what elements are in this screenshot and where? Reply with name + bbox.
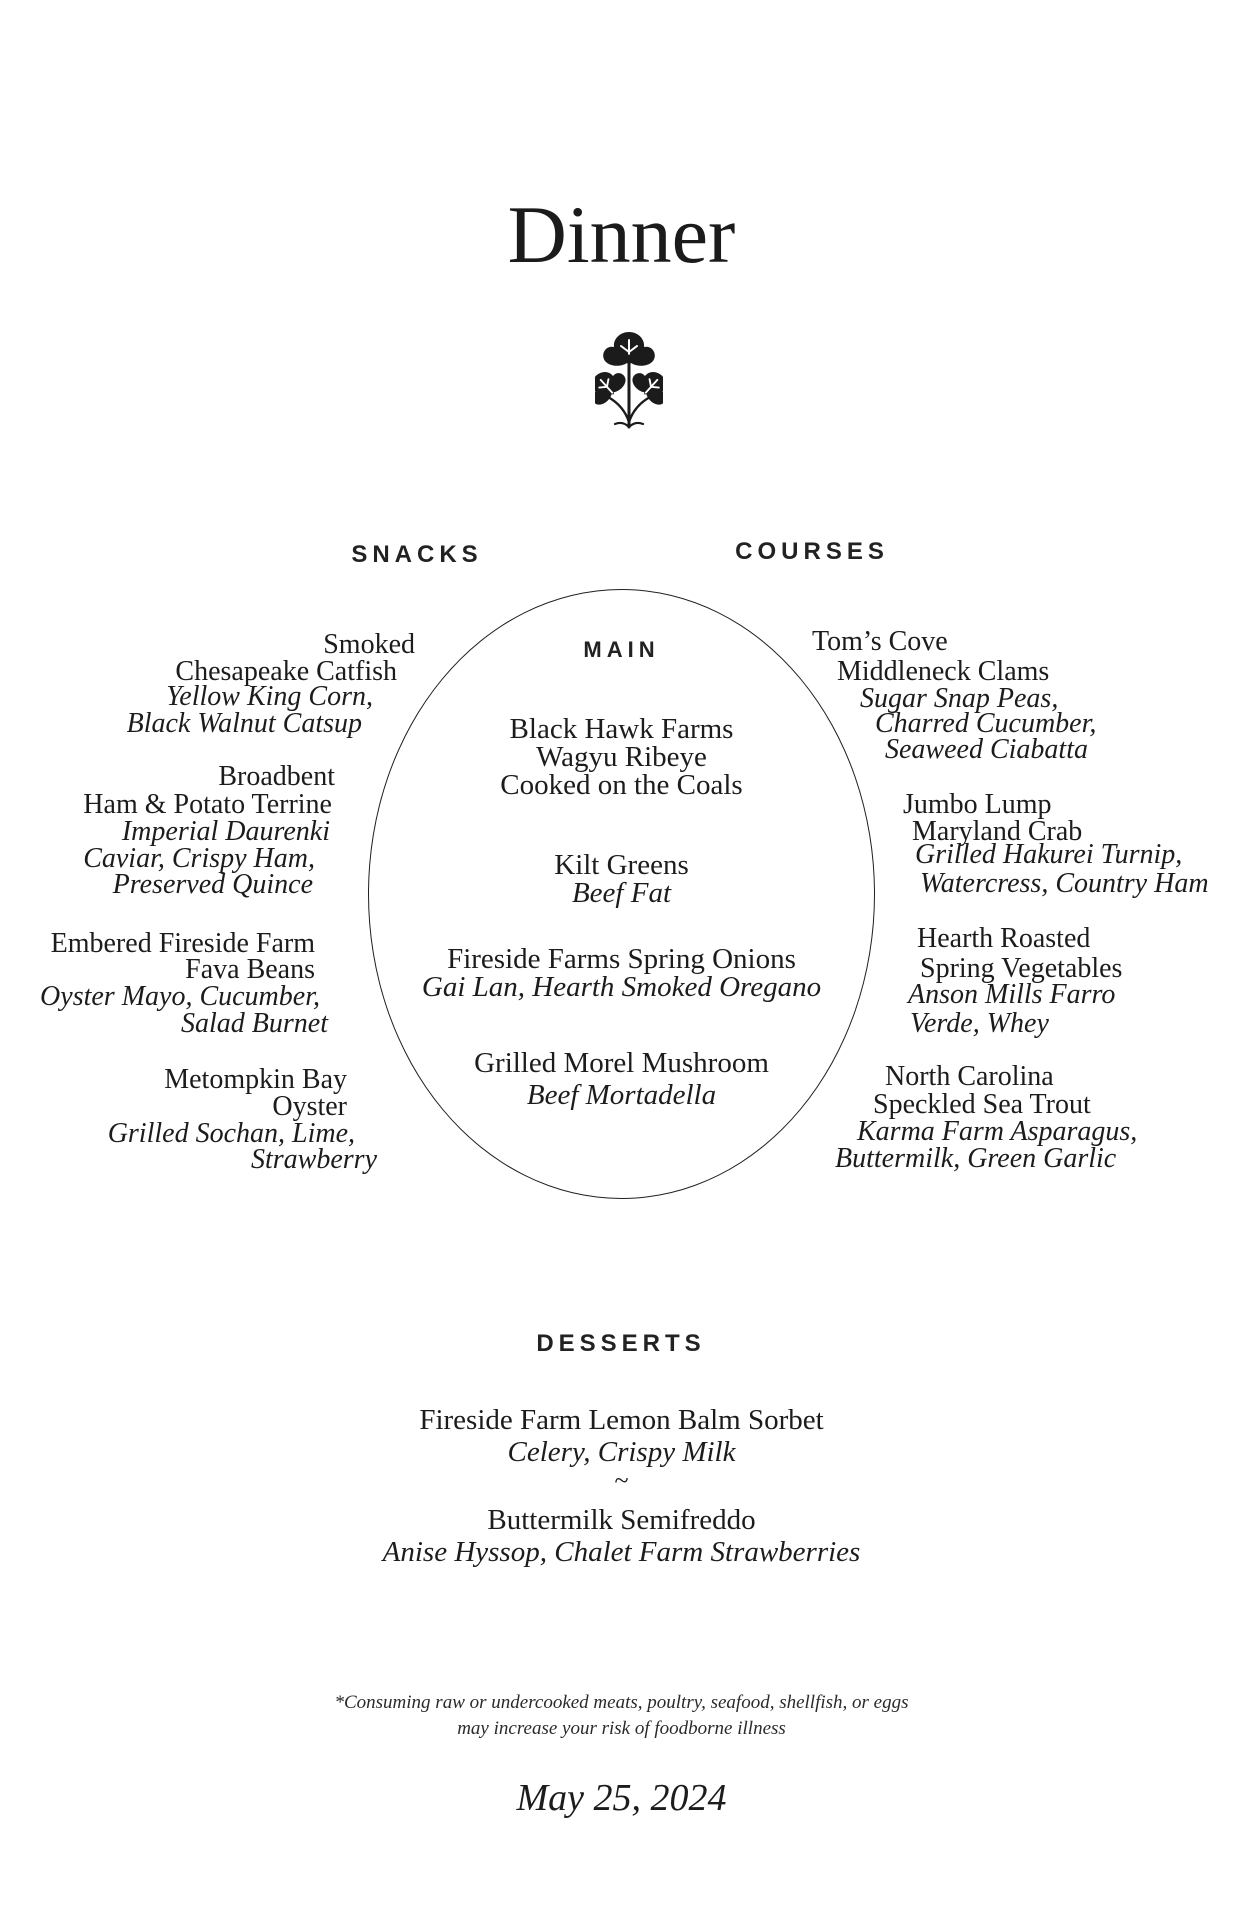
menu-item-name-line: Cooked on the Coals bbox=[500, 769, 743, 801]
menu-item-name-line: Oyster bbox=[272, 1091, 347, 1122]
menu-item-name-line: Tom’s Cove bbox=[812, 626, 948, 657]
menu-item-detail-line: Seaweed Ciabatta bbox=[885, 734, 1088, 765]
menu-item-detail-line: Anise Hyssop, Chalet Farm Strawberries bbox=[382, 1536, 861, 1568]
three-leaf-sprig-icon bbox=[595, 330, 663, 434]
menu-item-name-line: Broadbent bbox=[218, 761, 335, 792]
menu-item-name-line: Fireside Farm Lemon Balm Sorbet bbox=[419, 1404, 824, 1436]
menu-item-name-line: Fireside Farms Spring Onions bbox=[447, 943, 796, 975]
menu-item-detail-line: Salad Burnet bbox=[181, 1008, 328, 1039]
menu-item-name-line: Speckled Sea Trout bbox=[873, 1089, 1091, 1120]
section-heading-main: MAIN bbox=[583, 637, 660, 662]
menu-item-detail-line: Karma Farm Asparagus, bbox=[857, 1116, 1138, 1147]
menu-item-detail-line: Watercress, Country Ham bbox=[920, 868, 1209, 899]
menu-item-detail-line: Oyster Mayo, Cucumber, bbox=[40, 981, 320, 1012]
menu-item-name-line: Embered Fireside Farm bbox=[50, 928, 315, 959]
menu-item-name-line: Kilt Greens bbox=[554, 849, 689, 881]
dessert-separator-tilde: ~ bbox=[614, 1466, 629, 1495]
section-heading-snacks: SNACKS bbox=[351, 541, 483, 568]
menu-item-name-line: Jumbo Lump bbox=[903, 789, 1052, 820]
section-heading-courses: COURSES bbox=[735, 538, 889, 565]
menu-item-name-line: Hearth Roasted bbox=[917, 923, 1091, 954]
menu-item-name-line: Grilled Morel Mushroom bbox=[474, 1047, 769, 1079]
menu-item-detail-line: Sugar Snap Peas, bbox=[860, 683, 1059, 714]
menu-item-name-line: Maryland Crab bbox=[912, 816, 1083, 847]
menu-item-detail-line: Buttermilk, Green Garlic bbox=[835, 1143, 1117, 1174]
menu-item-name-line: Wagyu Ribeye bbox=[536, 741, 707, 773]
menu-item-name-line: Black Hawk Farms bbox=[509, 713, 734, 745]
menu-item-detail-line: Grilled Hakurei Turnip, bbox=[915, 839, 1183, 870]
menu-item-detail-line: Verde, Whey bbox=[910, 1008, 1049, 1039]
menu-item-detail-line: Strawberry bbox=[251, 1144, 377, 1175]
menu-item-name-line: Middleneck Clams bbox=[837, 656, 1050, 687]
menu-title: Dinner bbox=[507, 189, 736, 280]
menu-item-detail-line: Imperial Daurenki bbox=[121, 816, 330, 847]
menu-item-detail-line: Beef Mortadella bbox=[526, 1079, 717, 1111]
consumer-advisory-line-2: may increase your risk of foodborne illness bbox=[457, 1718, 786, 1739]
menu-item-detail-line: Beef Fat bbox=[571, 877, 672, 909]
menu-item-detail-line: Celery, Crispy Milk bbox=[507, 1436, 736, 1468]
menu-item-detail-line: Grilled Sochan, Lime, bbox=[107, 1118, 355, 1149]
menu-item-name-line: Spring Vegetables bbox=[920, 953, 1123, 984]
menu-date: May 25, 2024 bbox=[516, 1777, 727, 1819]
menu-item-name-line: Ham & Potato Terrine bbox=[83, 789, 332, 820]
menu-item-detail-line: Gai Lan, Hearth Smoked Oregano bbox=[421, 971, 822, 1003]
section-heading-desserts: DESSERTS bbox=[536, 1330, 706, 1357]
consumer-advisory-line-1: *Consuming raw or undercooked meats, poultry, seafood, shellfish, or eggs bbox=[334, 1692, 909, 1713]
menu-item-detail-line: Charred Cucumber, bbox=[875, 708, 1097, 739]
menu-item-detail-line: Yellow King Corn, bbox=[166, 681, 373, 712]
menu-item-detail-line: Black Walnut Catsup bbox=[126, 708, 362, 739]
menu-item-detail-line: Anson Mills Farro bbox=[908, 979, 1116, 1010]
menu-item-name-line: Chesapeake Catfish bbox=[175, 656, 397, 687]
menu-item-detail-line: Caviar, Crispy Ham, bbox=[83, 843, 315, 874]
menu-item-name-line: Buttermilk Semifreddo bbox=[487, 1504, 756, 1536]
menu-item-detail-line: Preserved Quince bbox=[112, 869, 313, 900]
menu-item-name-line: North Carolina bbox=[885, 1061, 1054, 1092]
menu-item-name-line: Fava Beans bbox=[185, 954, 315, 985]
menu-item-name-line: Metompkin Bay bbox=[164, 1064, 347, 1095]
menu-item-name-line: Smoked bbox=[323, 629, 415, 660]
